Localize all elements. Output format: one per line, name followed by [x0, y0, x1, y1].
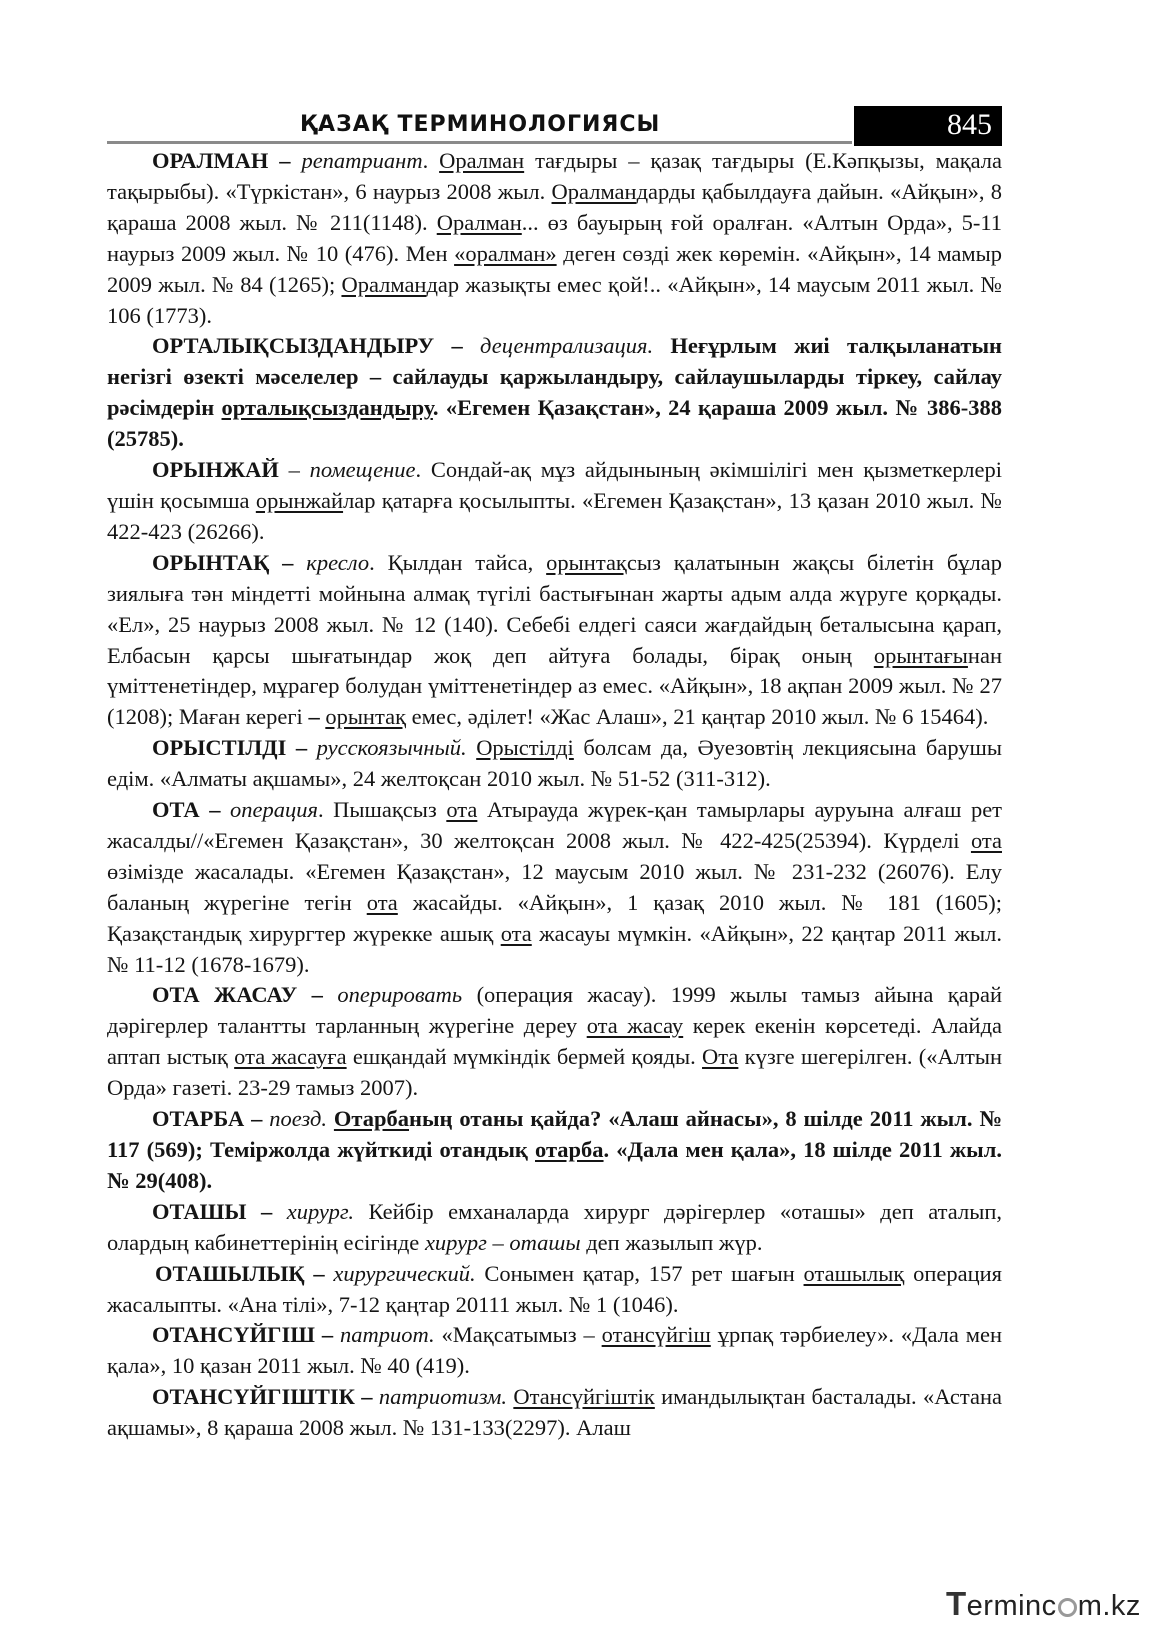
entry-text: болсам да, Әуезовтің лекциясына барушы едім. «Алматы ақшамы», 24 желтоқсан 2010 жыл. № 51-52 (311-312).	[107, 735, 1003, 792]
term-usage: «оралман»	[454, 240, 557, 266]
term-usage: ота	[366, 889, 398, 915]
watermark-circle-icon	[1058, 1598, 1077, 1617]
entry-text: деген сөзді жек көремін. «Айқын», 14 мамыр 2009 жыл. № 84 (1265);	[107, 240, 1003, 297]
term-usage: Оралман	[439, 148, 525, 173]
entry-text: . «Дала мен қала», 18 шілде 2011 жыл. № 29(408).	[107, 1137, 1002, 1193]
term-usage: ота	[446, 797, 478, 823]
headword: ОТАНСҮЙГІШ –	[152, 1322, 334, 1348]
headword: ОРАЛМАН –	[152, 148, 291, 173]
headword: ОТА ЖАСАУ –	[152, 982, 323, 1008]
headword: ОТА –	[152, 797, 221, 823]
term-usage: ота	[970, 827, 1002, 853]
translation: кресло	[306, 549, 370, 575]
entry-ortalyqsyzdandyru	[107, 331, 1002, 455]
entry-text: (операция жасау). 1999 жылы тамыз айына қарай дәрігерлер талантты тарланның жүрегіне дереу	[107, 982, 1002, 1039]
entry-text: ның отаны қайда? «Алаш айнасы», 8 шілде 2011 жыл. № 117 (569); Теміржолда жүйткиді отандық	[107, 1106, 1003, 1162]
term-usage: ота жасауға	[234, 1044, 347, 1070]
entry-text: Неғұрлым жиі талқыланатын негізгі өзекті мәселелер – сайлауды қаржыландыру, сайлаушыларды тіркеу, сайлау рәсімдерін	[107, 333, 1002, 421]
translation: хирургический.	[333, 1260, 476, 1286]
watermark-domain: m.kz	[1077, 1590, 1141, 1622]
entry-text: .	[422, 148, 429, 173]
term-usage: оташылық	[803, 1260, 905, 1286]
term-usage: орынтағы	[873, 642, 968, 668]
term-usage: Ота	[702, 1044, 739, 1070]
page-number: 845	[947, 108, 992, 141]
term-usage: Оралман	[341, 271, 427, 297]
entry-otashy	[107, 1197, 1002, 1259]
entry-text: ... өз бауырың ғой оралған. «Алтын Орда», 5-11 наурыз 2009 жыл. № 10 (476). Мен	[107, 209, 1003, 266]
term-usage: орынжай	[255, 487, 344, 513]
headword: ОТАШЫ –	[152, 1198, 273, 1224]
entry-text: жасауы мүмкін. «Айқын», 22 қаңтар 2011 жыл. № 11-12 (1678-1679).	[107, 920, 1003, 977]
entry-text: . Сондай-ақ мұз айдынының әкімшілігі мен қызметкерлері үшін қосымша	[107, 457, 1002, 513]
translation: децентрализация.	[480, 333, 654, 359]
translation: патриот.	[339, 1322, 435, 1348]
headword: ОРЫНЖАЙ	[152, 457, 279, 483]
term-usage: Отансүйгіштік	[513, 1384, 655, 1410]
translation: помещение	[309, 457, 416, 483]
term-usage: Отарба	[333, 1106, 409, 1132]
entry-text: өзімізде жасалады. «Егемен Қазақстан», 12 маусым 2010 жыл. № 231-232 (26076). Елу баланың жүрегіне тегін	[107, 858, 1002, 915]
headword: ОТАШЫЛЫҚ –	[155, 1260, 325, 1286]
italic-example: хирург – оташы	[424, 1229, 581, 1255]
entry-text: . Пышақсыз	[317, 797, 437, 823]
entry-otarba	[107, 1104, 1002, 1197]
term-usage: орынтақ	[546, 549, 627, 575]
entry-text: дар жазықты емес қой!.. «Айқын», 14 маусым 2011 жыл. № 106 (1773).	[107, 271, 1002, 328]
entry-text: ұрпақ тәрбиелеу». «Дала мен қала», 10 қазан 2011 жыл. № 40 (419).	[107, 1322, 1003, 1379]
translation: патриотизм.	[378, 1384, 508, 1410]
entry-text: сыз қалатынын жақсы білетін бұлар зиялыға тән міндетті мойнына алмақ түгілі бастығынан жарты адым алда жүруге қорқады. «Ел», 25 наурыз 2008 жыл. № 12 (140). Себебі елдегі саяси жағдайдың беталысына қарап, Елбасын қарсы шығатындар жоқ деп айтуға болады, бірақ оның	[107, 549, 1002, 668]
dictionary-body	[107, 146, 1002, 1444]
term-usage: ота жасау	[586, 1013, 684, 1039]
entry-text: керек екенін көрсетеді. Алайда аптап ыстық	[107, 1013, 1003, 1070]
running-header-title: ҚАЗАҚ ТЕРМИНОЛОГИЯСЫ	[300, 112, 661, 137]
entry-text: ешқандай мүмкіндік бермей қояды.	[352, 1044, 696, 1070]
entry-text: . Қылдан тайса,	[369, 549, 534, 575]
entry-text: дарды қабылдауға дайын. «Айқын», 8 қараша 2008 жыл. № 211(1148).	[107, 178, 1002, 235]
term-usage: отарба	[535, 1137, 604, 1162]
page-number-box	[854, 106, 1002, 146]
translation: русскоязычный.	[316, 735, 467, 761]
entry-text: Атырауда жүрек-қан тамырлары ауруына алғаш рет жасалды//«Егемен Қазақстан», 30 желтоқсан 2008 жыл. № 422-425(25394). Күрделі	[107, 797, 1003, 853]
entry-otansuigish	[107, 1320, 1002, 1382]
entry-text: имандылықтан басталады. «Астана ақшамы», 8 қараша 2008 жыл. № 131-133(2297). Алаш	[107, 1384, 1003, 1441]
translation: поезд.	[269, 1106, 327, 1132]
term-usage: ота	[500, 920, 532, 946]
entry-ota	[107, 795, 1002, 980]
entry-orystildi	[107, 733, 1002, 795]
entry-otansuigishtik	[107, 1382, 1002, 1444]
entry-text: Кейбір емханаларда хирург дәрігерлер «оташы» деп аталып, олардың кабинеттерінің есігінде	[107, 1198, 1002, 1255]
translation: операция	[230, 797, 318, 823]
entry-text: лар қатарға қосылыпты. «Егемен Қазақстан», 13 қазан 2010 жыл. № 422-423 (26266).	[107, 487, 1002, 544]
entry-text: операция жасалыпты. «Ана тілі», 7-12 қаңтар 20111 жыл. № 1 (1046).	[107, 1260, 1003, 1317]
termincom-watermark	[946, 1585, 1141, 1623]
entry-text: тағдыры – қазақ тағдыры (Е.Кәпқызы, мақала тақырыбы). «Түркістан», 6 наурыз 2008 жыл.	[107, 148, 1003, 204]
entry-otashylyq	[107, 1259, 1002, 1321]
entry-oralman	[107, 146, 1002, 331]
entry-text: . «Егемен Қазақстан», 24 қараша 2009 жыл. № 386-388 (25785).	[107, 395, 1003, 452]
watermark-text: erminc	[966, 1590, 1057, 1622]
entry-text: нан үміттенетіндер, мұрагер болудан үміттенетіндер аз емес. «Айқын», 18 ақпан 2009 жыл. № 27 (1208); Маған керегі	[107, 642, 1002, 730]
entry-text: Сонымен қатар, 157 рет шағын	[484, 1260, 795, 1286]
term-usage: Оралман	[551, 178, 637, 204]
term-usage: Оралман	[436, 209, 522, 235]
entry-ota-zhasau	[107, 980, 1002, 1104]
headword: ОТАНСҮЙГІШТІК –	[152, 1384, 373, 1410]
headword: ОТАРБА –	[152, 1106, 263, 1132]
entry-text: деп жазылып жүр.	[586, 1229, 763, 1255]
headword: ОРЫСТІЛДІ –	[152, 735, 308, 761]
headword: ОРЫНТАҚ –	[152, 549, 294, 575]
entry-oryntaq	[107, 548, 1002, 733]
translation: оперировать	[337, 982, 463, 1008]
dash: –	[278, 457, 310, 483]
term-usage: орынтақ	[325, 704, 406, 730]
watermark-t: T	[946, 1585, 967, 1622]
entry-text: күзге шегерілген. («Алтын Орда» газеті. 23-29 тамыз 2007).	[107, 1044, 1003, 1101]
entry-text: жасайды. «Айқын», 1 қазақ 2010 жыл. № 181 (1605); Қазақстандық хирургтер жүрекке ашық	[107, 889, 1002, 946]
entry-text: емес, әділет! «Жас Алаш», 21 қаңтар 2010 жыл. № 6 15464).	[411, 704, 989, 730]
term-usage: отансүйгіш	[601, 1322, 711, 1348]
translation: репатриант	[301, 148, 423, 173]
headword: ОРТАЛЫҚСЫЗДАНДЫРУ –	[152, 333, 463, 359]
header-rule	[107, 141, 852, 144]
term-usage: Орыстілді	[476, 735, 574, 761]
entry-text: «Мақсатымыз –	[441, 1322, 595, 1348]
dash: –	[308, 704, 320, 730]
term-usage: орталықсыздандыру	[221, 395, 433, 421]
entry-orynzhai	[107, 455, 1002, 548]
translation: хирург.	[286, 1198, 354, 1224]
